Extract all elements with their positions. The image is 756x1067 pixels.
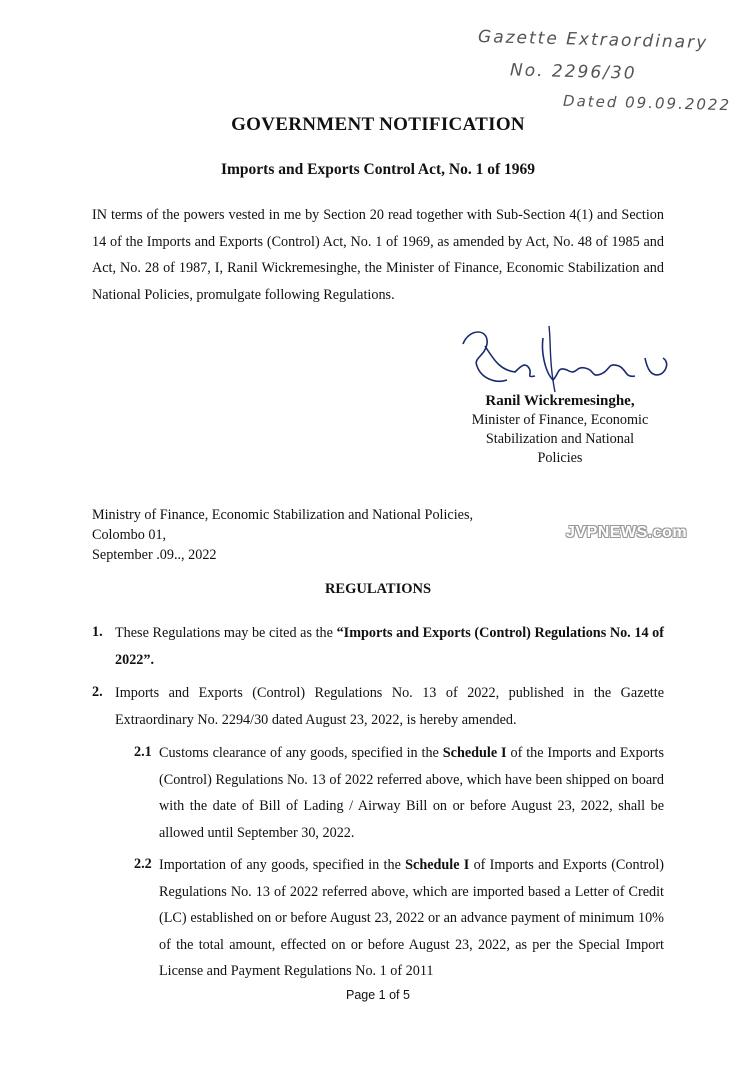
- item-1-citation: “Imports and Exports (Control) Regulations No. 14 of 2022”: [115, 625, 664, 668]
- address-line1: Ministry of Finance, Economic Stabilization and National Policies,: [92, 507, 474, 523]
- item-1-number: 1.: [92, 624, 103, 640]
- subitem-2-1-post: of the Imports and Exports (Control) Regulations No. 13 of 2022 referred above, which have been shipped on board with the date of Bill of Lading / Airway Bill on or before August 23, 2022, shall be allowed until September 30, 2022.: [159, 745, 664, 841]
- ministry-address: [92, 505, 473, 565]
- signatory-role-line3: Policies: [537, 450, 583, 466]
- subitem-2-1-schedule: Schedule I: [442, 745, 507, 761]
- subitem-2-2-number: 2.2: [134, 856, 152, 872]
- subitem-2-1-text: [159, 740, 664, 846]
- watermark-logo: JVPNEWS.com: [566, 524, 688, 541]
- signatory-role-line2: Stabilization and National: [485, 431, 635, 447]
- handwritten-gazette-date: Dated 09.09.2022: [562, 91, 732, 115]
- subitem-2-2-schedule: Schedule I: [405, 857, 470, 873]
- page-subtitle: Imports and Exports Control Act, No. 1 of 1969: [220, 161, 536, 178]
- intro-paragraph: IN terms of the powers vested in me by Section 20 read together with Sub-Section 4(1) and Section 14 of the Imports and Exports (Control) Act, No. 1 of 1969, as amended by Act, No. 48 of 1985 and Act, No. 28 of 1987, I, Ranil Wickremesinghe, the Minister of Finance, Economic Stabilization and National Policies, promulgate following Regulations.: [92, 207, 664, 303]
- item-1-pre: These Regulations may be cited as the: [115, 625, 337, 641]
- item-1-text: [115, 620, 664, 673]
- signatory-name: Ranil Wickremesinghe,: [485, 393, 635, 409]
- page-title: GOVERNMENT NOTIFICATION: [231, 114, 525, 135]
- subitem-2-2-post: of Imports and Exports (Control) Regulations No. 13 of 2022 referred above, which are imported based a Letter of Credit (LC) established on or before August 23, 2022 or an advance payment of minimum 10% of the total amount, effected on or before August 23, 2022, as per the Special Import License and Payment Regulations No. 1 of 2011: [159, 857, 665, 979]
- regulations-heading: REGULATIONS: [324, 581, 432, 597]
- signature-image: [455, 322, 675, 400]
- address-line3: September .09.., 2022: [92, 547, 217, 563]
- item-1-post: .: [150, 651, 155, 668]
- handwritten-gazette-number: No. 2296/30: [509, 60, 637, 84]
- item-2-number: 2.: [92, 684, 103, 700]
- handwritten-gazette-label: Gazette Extraordinary: [477, 26, 709, 54]
- page-number-footer: Page 1 of 5: [346, 988, 410, 1002]
- subitem-2-2-pre: Importation of any goods, specified in the: [159, 857, 406, 873]
- subitem-2-1-number: 2.1: [134, 744, 152, 760]
- address-line2: Colombo 01,: [92, 527, 167, 543]
- subitem-2-1-pre: Customs clearance of any goods, specified in the: [159, 745, 443, 761]
- signatory-role-line1: Minister of Finance, Economic: [471, 412, 649, 428]
- subitem-2-2-text: [159, 852, 664, 985]
- item-2-text: Imports and Exports (Control) Regulations No. 13 of 2022, published in the Gazette Extraordinary No. 2294/30 dated August 23, 2022, is hereby amended.: [115, 685, 664, 728]
- signatory-block: [460, 392, 660, 468]
